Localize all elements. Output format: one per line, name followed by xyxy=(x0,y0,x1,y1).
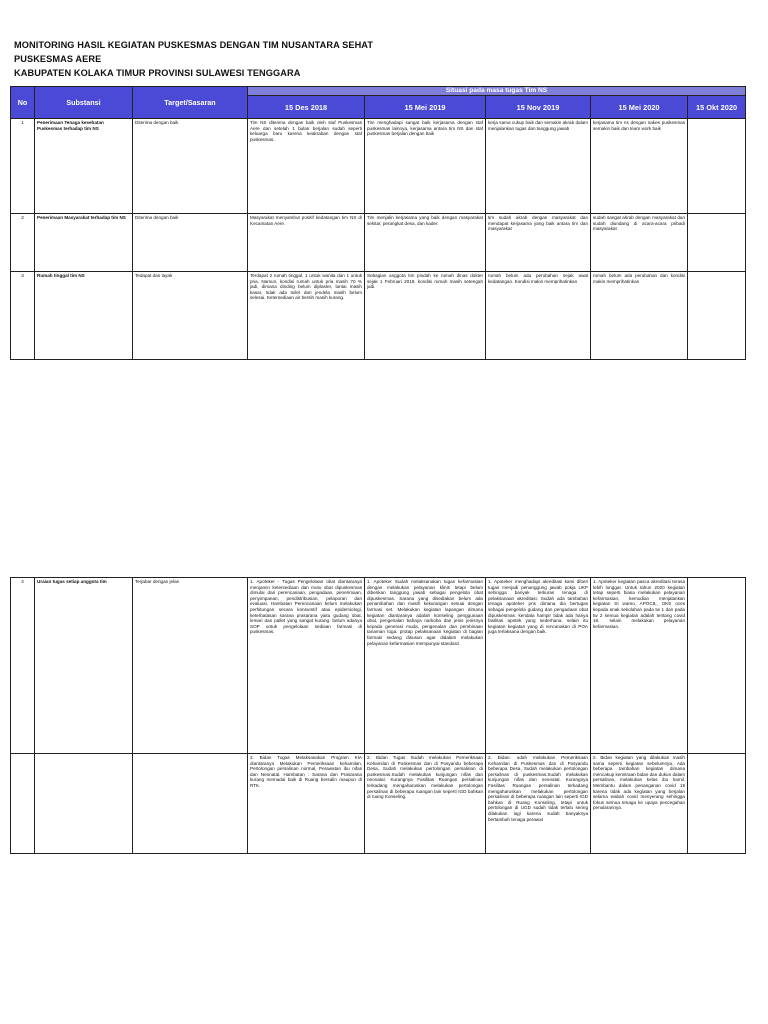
row-cell: 2. Bidan Tugas Sudah melakukan Pemeriksaan Kehamilan di Puskesmas dan di Posyandu beberapa Desa, Sudah melakukan pertolongan persalinan di puskesmas.Sudah melakukan kunjungan nifas dan neonatal. Kurangnya Fasilitas Ruangan persalinan terkadang mengaharuskan melakukan pertolongan persalinan di beberapa ruangan lain seperti IGD bahkan di ruang Konseling. xyxy=(365,754,486,854)
col-header-no: No xyxy=(11,87,35,119)
table-row xyxy=(11,214,746,272)
row-substansi xyxy=(35,754,133,854)
row-cell xyxy=(688,214,746,272)
row-substansi: Rumah tinggal tim NS xyxy=(35,272,133,360)
row-cell: kerjasama tim ns dengan nakes puskesmas semakin baik dan team work baik xyxy=(591,119,688,214)
row-cell xyxy=(688,578,746,754)
col-header-period: 15 Mei 2020 xyxy=(591,96,688,119)
doc-subtitle-puskesmas: PUSKESMAS AERE xyxy=(14,54,102,64)
row-target: Terjabar dengan jelas xyxy=(133,578,248,754)
row-substansi: Penerimaan Tenaga kesehatan Puskesmas terhadap tim NS xyxy=(35,119,133,214)
row-cell: 2. Bidan kegiatan yang dilakukan masih sama seperti kegiatan sebelumnya. Ada beberapa tambahan kegiatan dimana mencakup kemitraan bidan dan dukun dalam persalinan, melakukan kelas ibu hamil. Membantu dalam penanganan covid 19 karena tidak ada kegiatan yang berjalan selama wabah covid menyerang sehingga fokus semua tenaga ke upaya pencegahan penularannya. xyxy=(591,754,688,854)
row-cell: rumah belum ada perubahan sejak awal kedatangan. Kondisi makin memprihatinkan xyxy=(486,272,591,360)
row-cell: tim sudah akrab dengan masyarakat dan mendapat kerjasama yang baik antara tim dan masyarakat xyxy=(486,214,591,272)
row-cell: 1. Apoteker menghadapi akreditasi kami diberi tugas menjadi penanggung jawab pokja UKP sehingga banyak terkuras tenaga di pelaksanaan akreditasi. Sudah ada tambahan tenaga apoteker pns dimana dia bertugas sebagai pengelola gudang dan pengadaan obat dipuskesmas. kendala hampir tidak ada hanya fasilitas apotek yang sederhana. selain itu kegiatan kegiatan yang di rencanakan di POA juga terlaksana dengan baik. xyxy=(486,578,591,754)
row-target: Diterima dengan baik xyxy=(133,119,248,214)
doc-subtitle-kabupaten: KABUPATEN KOLAKA TIMUR PROVINSI SULAWESI TENGGARA xyxy=(14,68,301,78)
row-number: 4 xyxy=(11,578,35,754)
col-header-target: Target/Sasaran xyxy=(133,87,248,119)
col-header-situasi: Situasi pada masa tugas Tim NS xyxy=(248,87,746,96)
row-cell: sudah sangat akrab dengan masyarakat dan sudah diundang di acara-acara pribadi masyarakat xyxy=(591,214,688,272)
row-target xyxy=(133,754,248,854)
row-cell: 1. Apoteker Sudah melaksanakan tugas kefarmasian dengan melakukan pelayanan klinis tetapi belum diberikan tanggung jawab sebagai pengelola obat dipuskesmas. Sarana yang disediakan belum ada penambahan dan masih kekurangan sesuai dengan farmasi set. Melakukan kegiatan lapangan dimana kegiatan diantaranya adalah konseling penggunaan obat, pengenalan bahaya narkoba dan jenis jenisnya kepada generasi muda, pengenalan dan pembinaan tanaman toga. protap pelaksanaan kegiatan di bagian farmasi sedang disusun agar didalam melakukan pelayanan kefarmasian mempunyai standard. xyxy=(365,578,486,754)
row-number xyxy=(11,754,35,854)
row-substansi: Uraian tugas setiap anggota tim xyxy=(35,578,133,754)
col-header-period: 15 Nov 2019 xyxy=(486,96,591,119)
row-target: Tedapat dan layak xyxy=(133,272,248,360)
row-number: 3 xyxy=(11,272,35,360)
row-cell xyxy=(688,119,746,214)
row-cell: 2. Bidan. udah melakukan Pemeriksaan Kehamilan di Puskesmas dan di Posyandu beberapa Desa, Sudah melakukan pertolongan persalinan di puskesmas.Sudah melakukan kunjungan nifas dan neonatal. Kurangnya Fasilitas Ruangan persalinan terkadang mengaharuskan melakukan pertolongan persalinan di beberapa ruangan lain seperti IGD bahkan di Ruang Konseling. tetapi untuk pertolongan di UGD sudah tidak terlalu sering dilakukan lagi karena sudah banyaknya bertambah tenaga perawat xyxy=(486,754,591,854)
table-row xyxy=(11,272,746,360)
row-cell: Terdapat 2 rumah tinggal, 1 untuk wanita dan 1 untuk pria. Namun, kondisi rumah untuk pria masih 70 % jadi, dimana dinding belum diplaster, lantai masih kasar, tidak ada toilet dan jendela masih belum selesai. Ketersediaan air bersih masih kurang. xyxy=(248,272,365,360)
monitoring-table-continued xyxy=(10,577,746,854)
row-target: Diterima dengan baik xyxy=(133,214,248,272)
table-row xyxy=(11,754,746,854)
col-header-period: 15 Des 2018 xyxy=(248,96,365,119)
row-cell: kerja sama cukup baik dan semakin akrab dalam menjalankan tugas dan tanggung jawab xyxy=(486,119,591,214)
row-cell xyxy=(688,272,746,360)
row-cell: 1. Apoteker - Tugas Pengelolaan obat diantaranya menjamin ketersediaan dan mutu obat dipuskesmas dimulai dari perencanaan, pengadaan, penerimaan, penyimpanan, pendistribusian, pelaporan dan evaluasi. Hambatan Perencanaan belum melakukan perhitungan secara konsumtif atau epidemiologi, keterbatasan sarana prasarana yaitu gudang obat, lemari dan pallet yang sangat kurang. belum adanya SOP untuk pengelolaan sediaan farmasi di puskesmas. xyxy=(248,578,365,754)
monitoring-table-top xyxy=(10,86,746,360)
row-number: 2 xyxy=(11,214,35,272)
table-row xyxy=(11,578,746,754)
row-substansi: Penerimaan Masyarakat terhadap tim NS xyxy=(35,214,133,272)
row-cell: Masyarakat menyambut positif kedatangan tim NS di Kecamatan Aere. xyxy=(248,214,365,272)
col-header-substansi: Substansi xyxy=(35,87,133,119)
row-cell: Tim NS diterima dengan baik oleh staf Puskesmas Aere dan setelah 1 bulan berjalan sudah seperti keluarga baru karena keakraban dengan staf puskesmas. xyxy=(248,119,365,214)
row-cell: Sebagian anggota tim pindah ke rumah dinas dokter sejak 1 Februari 2019, kondisi rumah masih setengah jadi. xyxy=(365,272,486,360)
row-cell: rumah belum ada perubahan dan kondisi makin memprihatinkan xyxy=(591,272,688,360)
row-cell: Tim menjalin kerjasama yang baik dengan masyarakat sekitar, perangkat desa, dan kader. xyxy=(365,214,486,272)
row-cell: 1. Apoteker kegiatan pasca akreditasi terasa lebih longgar. Untuk tahun 2020 kegiatan tetap seperti biasa melakukan pelayanan kefarmasian, kemudian menjalankan kegiatan SI warso, APOC8,, OKE oces kepada anak sekolahan pada tw 1 dan pada tw 2 semua kegiatan adalah tentang covid 19. selain melakukan pelayanan kefarmasian. xyxy=(591,578,688,754)
table-row xyxy=(11,119,746,214)
col-header-period: 15 Okt 2020 xyxy=(688,96,746,119)
row-number: 1 xyxy=(11,119,35,214)
doc-title: MONITORING HASIL KEGIATAN PUSKESMAS DENGAN TIM NUSANTARA SEHAT xyxy=(14,40,374,50)
col-header-period: 15 Mei 2019 xyxy=(365,96,486,119)
row-cell: Tim menghadapi sangat baik kerjasama dengan staf puskesmas lainnya, kerjasama antara tim NS dan staf puskesmas berjalan dengan baik xyxy=(365,119,486,214)
row-cell xyxy=(688,754,746,854)
row-cell: 2. Bidan Tugas Melaksanakan Program KIA diantaranya Melakukan Pemeriksaan kehamilan, Pertolongan persalinan normal, Perawatan ibu nifas dan Neonatal. Hambatan : Sarana dan Prasarana kurang memadai baik di Ruang bersalin maupun di RTK. xyxy=(248,754,365,854)
